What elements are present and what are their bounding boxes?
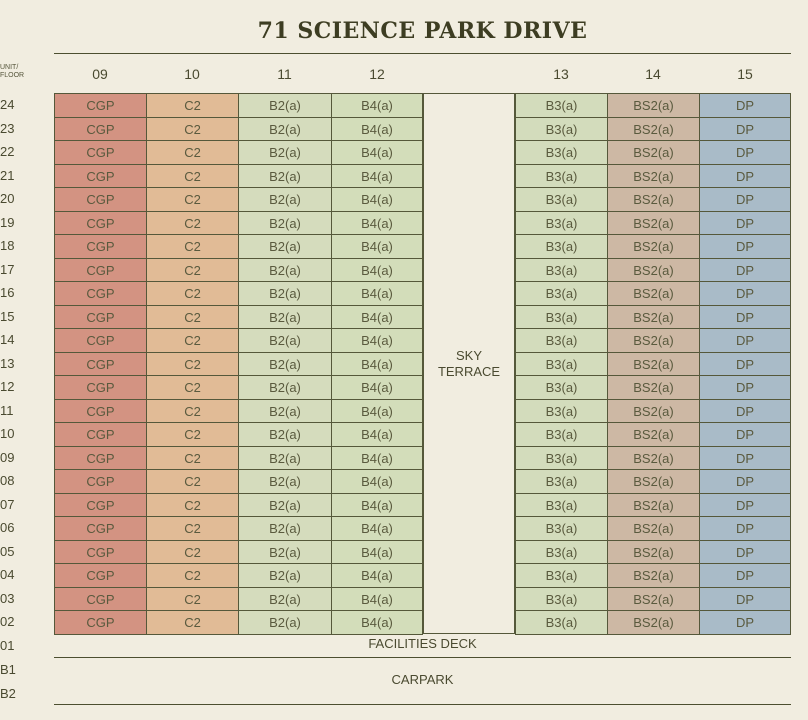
unit-cell-04-13[interactable]: B3(a) (515, 563, 608, 588)
unit-cell-09-11[interactable]: B2(a) (238, 446, 332, 470)
unit-cell-15-12[interactable]: B4(a) (331, 305, 423, 329)
unit-cell-22-15[interactable]: DP (699, 140, 791, 165)
unit-cell-13-09[interactable]: CGP (54, 352, 147, 376)
unit-cell-19-13[interactable]: B3(a) (515, 211, 608, 235)
unit-cell-18-10[interactable]: C2 (146, 234, 239, 259)
unit-cell-16-13[interactable]: B3(a) (515, 281, 608, 306)
unit-cell-16-15[interactable]: DP (699, 281, 791, 306)
unit-cell-23-09[interactable]: CGP (54, 117, 147, 141)
floor-label-12: 12 (0, 379, 15, 394)
unit-cell-10-13[interactable]: B3(a) (515, 422, 608, 447)
unit-cell-03-12[interactable]: B4(a) (331, 587, 423, 611)
unit-cell-22-11[interactable]: B2(a) (238, 140, 332, 165)
unit-cell-23-10[interactable]: C2 (146, 117, 239, 141)
unit-cell-04-14[interactable]: BS2(a) (607, 563, 700, 588)
floor-label-15: 15 (0, 308, 15, 324)
floor-label-01: 01 (0, 638, 15, 653)
unit-cell-09-15[interactable]: DP (699, 446, 791, 470)
unit-cell-12-11[interactable]: B2(a) (238, 375, 332, 400)
unit-cell-06-14[interactable]: BS2(a) (607, 516, 700, 541)
unit-cell-20-09[interactable]: CGP (54, 187, 147, 212)
unit-cell-08-15[interactable]: DP (699, 469, 791, 494)
unit-cell-03-15[interactable]: DP (699, 587, 791, 611)
unit-cell-23-14[interactable]: BS2(a) (607, 117, 700, 141)
unit-cell-13-15[interactable]: DP (699, 352, 791, 376)
unit-cell-09-13[interactable]: B3(a) (515, 446, 608, 470)
floor-label-07: 07 (0, 496, 15, 512)
floor-label-08: 08 (0, 473, 15, 488)
floor-label-14: 14 (0, 332, 15, 347)
column-header-11: 11 (277, 66, 292, 82)
unit-cell-21-15[interactable]: DP (699, 164, 791, 188)
floor-label-B2: B2 (0, 686, 16, 701)
unit-cell-05-15[interactable]: DP (699, 540, 791, 564)
floor-label-17: 17 (0, 261, 15, 277)
unit-cell-15-14[interactable]: BS2(a) (607, 305, 700, 329)
column-header-13: 13 (553, 66, 569, 82)
unit-cell-10-12[interactable]: B4(a) (331, 422, 423, 447)
unit-cell-10-11[interactable]: B2(a) (238, 422, 332, 447)
unit-cell-04-10[interactable]: C2 (146, 563, 239, 588)
unit-cell-16-10[interactable]: C2 (146, 281, 239, 306)
unit-cell-08-11[interactable]: B2(a) (238, 469, 332, 494)
floor-label-21: 21 (0, 167, 15, 183)
unit-cell-12-10[interactable]: C2 (146, 375, 239, 400)
unit-cell-08-14[interactable]: BS2(a) (607, 469, 700, 494)
unit-cell-02-11[interactable]: B2(a) (238, 610, 332, 635)
unit-cell-22-14[interactable]: BS2(a) (607, 140, 700, 165)
unit-cell-16-09[interactable]: CGP (54, 281, 147, 306)
unit-cell-14-13[interactable]: B3(a) (515, 328, 608, 353)
unit-cell-09-10[interactable]: C2 (146, 446, 239, 470)
unit-cell-24-12[interactable]: B4(a) (331, 93, 423, 118)
unit-cell-08-12[interactable]: B4(a) (331, 469, 423, 494)
unit-cell-10-15[interactable]: DP (699, 422, 791, 447)
unit-cell-14-15[interactable]: DP (699, 328, 791, 353)
unit-cell-08-10[interactable]: C2 (146, 469, 239, 494)
corner-label-unit: UNIT/ (0, 64, 19, 71)
unit-cell-05-12[interactable]: B4(a) (331, 540, 423, 564)
unit-cell-11-10[interactable]: C2 (146, 399, 239, 423)
unit-cell-17-12[interactable]: B4(a) (331, 258, 423, 282)
unit-cell-11-09[interactable]: CGP (54, 399, 147, 423)
unit-cell-09-09[interactable]: CGP (54, 446, 147, 470)
unit-cell-15-10[interactable]: C2 (146, 305, 239, 329)
title-rule (54, 53, 791, 54)
unit-cell-13-10[interactable]: C2 (146, 352, 239, 376)
unit-cell-05-14[interactable]: BS2(a) (607, 540, 700, 564)
column-header-15: 15 (737, 66, 753, 82)
unit-cell-03-09[interactable]: CGP (54, 587, 147, 611)
unit-cell-06-10[interactable]: C2 (146, 516, 239, 541)
unit-cell-21-14[interactable]: BS2(a) (607, 164, 700, 188)
unit-cell-22-10[interactable]: C2 (146, 140, 239, 165)
unit-cell-07-13[interactable]: B3(a) (515, 493, 608, 517)
unit-cell-20-10[interactable]: C2 (146, 187, 239, 212)
unit-cell-21-11[interactable]: B2(a) (238, 164, 332, 188)
unit-cell-17-13[interactable]: B3(a) (515, 258, 608, 282)
floor-label-10: 10 (0, 426, 15, 441)
unit-cell-18-14[interactable]: BS2(a) (607, 234, 700, 259)
corner-label-floor: FLOOR (0, 72, 25, 79)
unit-cell-17-09[interactable]: CGP (54, 258, 147, 282)
unit-cell-12-15[interactable]: DP (699, 375, 791, 400)
unit-cell-15-13[interactable]: B3(a) (515, 305, 608, 329)
unit-cell-14-12[interactable]: B4(a) (331, 328, 423, 353)
unit-cell-04-12[interactable]: B4(a) (331, 563, 423, 588)
unit-cell-07-10[interactable]: C2 (146, 493, 239, 517)
floor-label-02: 02 (0, 614, 15, 629)
unit-cell-24-15[interactable]: DP (699, 93, 791, 118)
unit-cell-05-13[interactable]: B3(a) (515, 540, 608, 564)
unit-cell-17-14[interactable]: BS2(a) (607, 258, 700, 282)
unit-cell-19-15[interactable]: DP (699, 211, 791, 235)
unit-cell-06-09[interactable]: CGP (54, 516, 147, 541)
floor-label-06: 06 (0, 520, 15, 535)
floor-label-24: 24 (0, 97, 15, 112)
unit-cell-08-09[interactable]: CGP (54, 469, 147, 494)
floor-label-16: 16 (0, 285, 15, 300)
unit-cell-24-11[interactable]: B2(a) (238, 93, 332, 118)
unit-cell-04-11[interactable]: B2(a) (238, 563, 332, 588)
unit-cell-14-11[interactable]: B2(a) (238, 328, 332, 353)
unit-cell-18-13[interactable]: B3(a) (515, 234, 608, 259)
floor-label-03: 03 (0, 590, 15, 606)
unit-cell-08-13[interactable]: B3(a) (515, 469, 608, 494)
floor-label-04: 04 (0, 567, 15, 582)
unit-cell-12-14[interactable]: BS2(a) (607, 375, 700, 400)
unit-cell-18-11[interactable]: B2(a) (238, 234, 332, 259)
unit-cell-21-09[interactable]: CGP (54, 164, 147, 188)
unit-cell-17-11[interactable]: B2(a) (238, 258, 332, 282)
unit-cell-23-15[interactable]: DP (699, 117, 791, 141)
unit-cell-12-13[interactable]: B3(a) (515, 375, 608, 400)
sky-terrace (423, 93, 515, 634)
unit-cell-20-13[interactable]: B3(a) (515, 187, 608, 212)
floor-label-13: 13 (0, 355, 15, 371)
unit-cell-05-09[interactable]: CGP (54, 540, 147, 564)
unit-cell-16-14[interactable]: BS2(a) (607, 281, 700, 306)
column-header-12: 12 (369, 66, 385, 82)
unit-cell-07-09[interactable]: CGP (54, 493, 147, 517)
unit-cell-06-12[interactable]: B4(a) (331, 516, 423, 541)
unit-cell-21-12[interactable]: B4(a) (331, 164, 423, 188)
unit-cell-20-12[interactable]: B4(a) (331, 187, 423, 212)
unit-cell-11-14[interactable]: BS2(a) (607, 399, 700, 423)
unit-cell-15-09[interactable]: CGP (54, 305, 147, 329)
unit-cell-07-15[interactable]: DP (699, 493, 791, 517)
floor-label-09: 09 (0, 449, 15, 465)
unit-cell-13-13[interactable]: B3(a) (515, 352, 608, 376)
unit-cell-23-11[interactable]: B2(a) (238, 117, 332, 141)
unit-cell-02-09[interactable]: CGP (54, 610, 147, 635)
unit-cell-20-15[interactable]: DP (699, 187, 791, 212)
floor-label-B1: B1 (0, 662, 16, 677)
unit-cell-24-13[interactable]: B3(a) (515, 93, 608, 118)
unit-cell-17-15[interactable]: DP (699, 258, 791, 282)
unit-cell-03-10[interactable]: C2 (146, 587, 239, 611)
unit-cell-21-13[interactable]: B3(a) (515, 164, 608, 188)
unit-cell-04-09[interactable]: CGP (54, 563, 147, 588)
unit-cell-15-15[interactable]: DP (699, 305, 791, 329)
unit-cell-14-09[interactable]: CGP (54, 328, 147, 353)
facilities-deck-rule (54, 657, 791, 658)
floor-label-23: 23 (0, 120, 15, 136)
unit-cell-18-09[interactable]: CGP (54, 234, 147, 259)
unit-cell-15-11[interactable]: B2(a) (238, 305, 332, 329)
unit-cell-19-12[interactable]: B4(a) (331, 211, 423, 235)
carpark-label: CARPARK (391, 672, 454, 687)
unit-cell-24-09[interactable]: CGP (54, 93, 147, 118)
unit-cell-22-09[interactable]: CGP (54, 140, 147, 165)
unit-cell-13-11[interactable]: B2(a) (238, 352, 332, 376)
unit-cell-20-14[interactable]: BS2(a) (607, 187, 700, 212)
unit-cell-07-14[interactable]: BS2(a) (607, 493, 700, 517)
unit-cell-19-10[interactable]: C2 (146, 211, 239, 235)
unit-cell-03-13[interactable]: B3(a) (515, 587, 608, 611)
unit-cell-02-15[interactable]: DP (699, 610, 791, 635)
unit-cell-22-13[interactable]: B3(a) (515, 140, 608, 165)
unit-cell-19-09[interactable]: CGP (54, 211, 147, 235)
unit-cell-02-10[interactable]: C2 (146, 610, 239, 635)
unit-cell-24-10[interactable]: C2 (146, 93, 239, 118)
unit-cell-13-14[interactable]: BS2(a) (607, 352, 700, 376)
sky-terrace-line1: SKY (455, 347, 482, 363)
floor-label-11: 11 (0, 402, 14, 418)
unit-floor-corner-label (0, 64, 30, 80)
unit-cell-07-12[interactable]: B4(a) (331, 493, 423, 517)
unit-cell-05-10[interactable]: C2 (146, 540, 239, 564)
carpark-rule (54, 704, 791, 705)
unit-cell-12-12[interactable]: B4(a) (331, 375, 423, 400)
floor-label-19: 19 (0, 214, 15, 230)
column-header-09: 09 (92, 66, 108, 82)
unit-cell-03-14[interactable]: BS2(a) (607, 587, 700, 611)
unit-cell-14-10[interactable]: C2 (146, 328, 239, 353)
sky-terrace-line2: TERRACE (437, 363, 501, 379)
unit-cell-06-13[interactable]: B3(a) (515, 516, 608, 541)
unit-cell-10-09[interactable]: CGP (54, 422, 147, 447)
column-header-14: 14 (645, 66, 661, 82)
unit-cell-14-14[interactable]: BS2(a) (607, 328, 700, 353)
unit-cell-19-14[interactable]: BS2(a) (607, 211, 700, 235)
floor-label-22: 22 (0, 144, 15, 159)
unit-cell-10-10[interactable]: C2 (146, 422, 239, 447)
unit-cell-17-10[interactable]: C2 (146, 258, 239, 282)
unit-cell-06-11[interactable]: B2(a) (238, 516, 332, 541)
unit-cell-16-12[interactable]: B4(a) (331, 281, 423, 306)
unit-cell-03-11[interactable]: B2(a) (238, 587, 332, 611)
unit-cell-11-12[interactable]: B4(a) (331, 399, 423, 423)
page-title: 71 SCIENCE PARK DRIVE (257, 18, 588, 44)
unit-cell-11-15[interactable]: DP (699, 399, 791, 423)
unit-cell-18-12[interactable]: B4(a) (331, 234, 423, 259)
unit-cell-23-12[interactable]: B4(a) (331, 117, 423, 141)
unit-cell-19-11[interactable]: B2(a) (238, 211, 332, 235)
unit-cell-23-13[interactable]: B3(a) (515, 117, 608, 141)
unit-cell-07-11[interactable]: B2(a) (238, 493, 332, 517)
floor-label-05: 05 (0, 543, 15, 559)
unit-cell-06-15[interactable]: DP (699, 516, 791, 541)
unit-cell-02-14[interactable]: BS2(a) (607, 610, 700, 635)
unit-cell-21-10[interactable]: C2 (146, 164, 239, 188)
floor-label-18: 18 (0, 238, 15, 253)
unit-cell-11-13[interactable]: B3(a) (515, 399, 608, 423)
unit-cell-02-13[interactable]: B3(a) (515, 610, 608, 635)
unit-cell-09-12[interactable]: B4(a) (331, 446, 423, 470)
unit-cell-04-15[interactable]: DP (699, 563, 791, 588)
unit-cell-18-15[interactable]: DP (699, 234, 791, 259)
unit-cell-11-11[interactable]: B2(a) (238, 399, 332, 423)
unit-cell-10-14[interactable]: BS2(a) (607, 422, 700, 447)
facilities-deck-label: FACILITIES DECK (368, 636, 477, 651)
column-header-10: 10 (184, 66, 200, 82)
floor-label-20: 20 (0, 191, 15, 206)
unit-cell-09-14[interactable]: BS2(a) (607, 446, 700, 470)
unit-cell-13-12[interactable]: B4(a) (331, 352, 423, 376)
unit-cell-16-11[interactable]: B2(a) (238, 281, 332, 306)
unit-cell-12-09[interactable]: CGP (54, 375, 147, 400)
unit-cell-02-12[interactable]: B4(a) (331, 610, 423, 635)
unit-cell-05-11[interactable]: B2(a) (238, 540, 332, 564)
unit-cell-20-11[interactable]: B2(a) (238, 187, 332, 212)
unit-cell-24-14[interactable]: BS2(a) (607, 93, 700, 118)
unit-cell-22-12[interactable]: B4(a) (331, 140, 423, 165)
